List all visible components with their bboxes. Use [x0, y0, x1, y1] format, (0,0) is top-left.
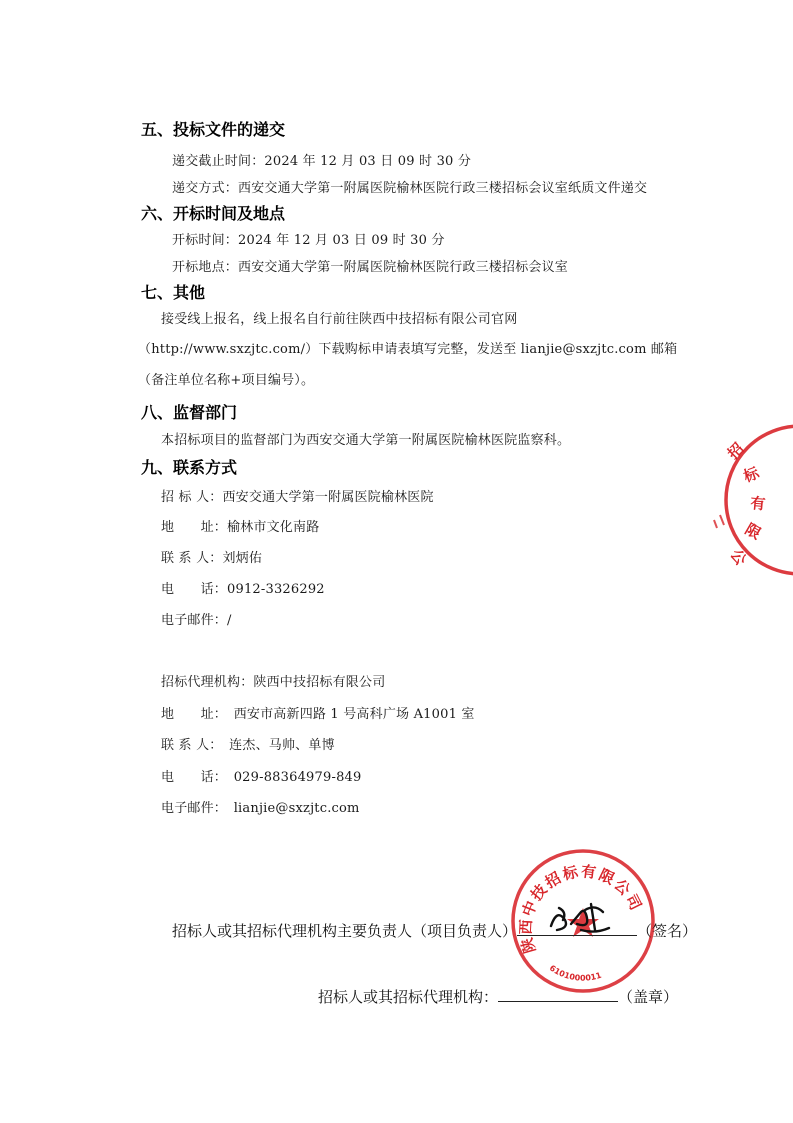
opening-place: 开标地点：西安交通大学第一附属医院榆林医院行政三楼招标会议室 [172, 260, 569, 275]
sign-line [172, 920, 697, 941]
seal-prefix: 招标人或其招标代理机构： [318, 988, 499, 1006]
seal-right-char-3: 有 [749, 494, 767, 514]
agency-email: 电子邮件： lianjie@sxzjtc.com [161, 801, 360, 816]
agency-contact: 联 系 人： 连杰、马帅、单博 [161, 738, 335, 753]
section-9-title: 九、联系方式 [141, 458, 238, 477]
tenderer-phone: 电 话：0912-3326292 [161, 582, 325, 597]
agency-phone: 电 话： 029-88364979-849 [161, 770, 362, 785]
section-6-title: 六、开标时间及地点 [141, 204, 286, 223]
seal-right-char-5: 公 [726, 545, 751, 569]
handwritten-signature [545, 900, 615, 940]
other-line-1: 接受线上报名，线上报名自行前往陕西中技招标有限公司官网 [161, 312, 518, 327]
seal-right-char-2: 标 [741, 463, 762, 486]
agency-name: 招标代理机构：陕西中技招标有限公司 [161, 675, 386, 690]
submission-method: 递交方式：西安交通大学第一附属医院榆林医院行政三楼招标会议室纸质文件递交 [172, 181, 648, 196]
section-8-title: 八、监督部门 [141, 403, 238, 422]
seal-right-char-4: 限 [742, 519, 765, 543]
section-7-title: 七、其他 [141, 283, 206, 302]
seal-line [318, 986, 678, 1007]
company-seal-right [700, 420, 793, 580]
section-5-title: 五、投标文件的递交 [141, 120, 286, 139]
seal-bottom-number: 6101000011 [547, 963, 603, 983]
opening-time: 开标时间：2024 年 12 月 03 日 09 时 30 分 [172, 233, 445, 248]
sign-suffix: （签名） [637, 922, 698, 940]
tenderer-email: 电子邮件：/ [161, 613, 232, 628]
tenderer-contact: 联 系 人：刘炳佑 [161, 551, 263, 566]
tenderer-name: 招 标 人：西安交通大学第一附属医院榆林医院 [161, 490, 434, 505]
other-line-2: （http://www.sxzjtc.com/）下载购标申请表填写完整，发送至 lianjie@sxzjtc.com 邮箱 [138, 342, 678, 357]
agency-address: 地 址： 西安市高新四路 1 号高科广场 A1001 室 [161, 707, 475, 722]
seal-blank[interactable] [498, 1001, 618, 1002]
submission-deadline: 递交截止时间：2024 年 12 月 03 日 09 时 30 分 [172, 154, 472, 169]
svg-text:6101000011 [548, 963, 603, 982]
seal-right-char-1: 招 [724, 439, 748, 463]
sign-prefix: 招标人或其招标代理机构主要负责人（项目负责人） [172, 922, 518, 940]
seal-bottom-name: 陕西中技招标有限公司 [516, 862, 646, 956]
seal-suffix: （盖章） [618, 988, 679, 1006]
other-line-3: （备注单位名称+项目编号）。 [138, 373, 315, 388]
supervision-text: 本招标项目的监督部门为西安交通大学第一附属医院榆林医院监察科。 [161, 433, 571, 448]
tenderer-address: 地 址：榆林市文化南路 [161, 520, 320, 535]
